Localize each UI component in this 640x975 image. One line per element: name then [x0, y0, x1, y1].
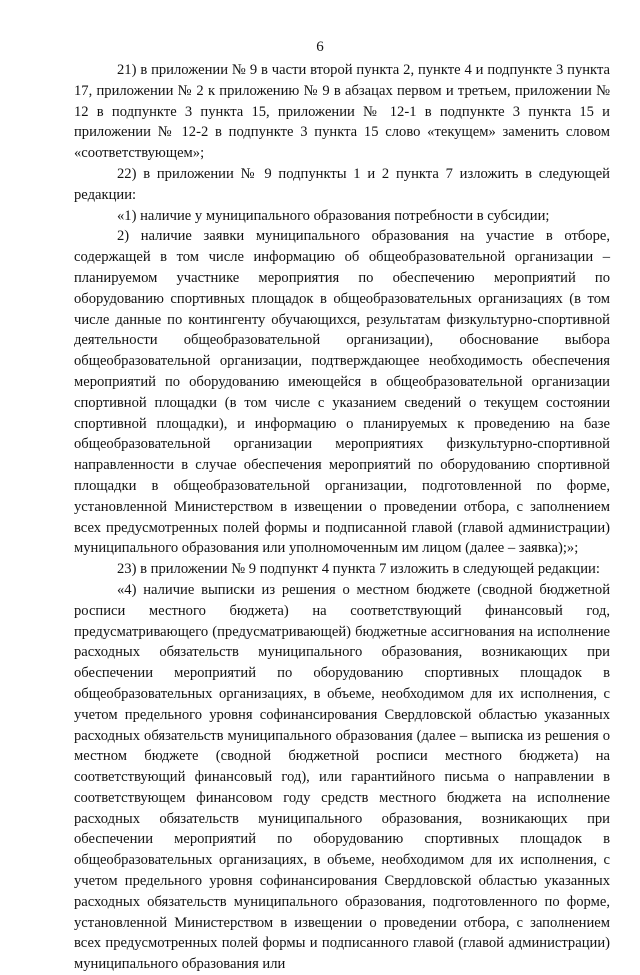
document-body [74, 60, 610, 975]
paragraph-subitem-4: «4) наличие выписки из решения о местном бюджете (сводной бюджетной росписи местного бюджета) на соответствующий финансовый год, предусматривающего (предусматривающей) бюджетные ассигнования на исполнение расходных обязательств муниципального образования, возникающих при обеспечении мероприятий по оборудованию спортивных площадок в общеобразовательных организациях, в объеме, необходимом для их исполнения, с учетом предельного уровня софинансирования Свердловской областью указанных расходных обязательств муниципального образования (далее – выписка из решения о местном бюджете (сводной бюджетной росписи местного бюджета) на соответствующий финансовый год), или гарантийного письма о направлении в соответствующем финансовом году средств местного бюджета на исполнение расходных обязательств муниципального образования, возникающих при обеспечении мероприятий по оборудованию спортивных площадок в общеобразовательных организациях, в объеме, необходимом для их исполнения, с учетом предельного уровня софинансирования Свердловской областью указанных расходных обязательств муниципального образования, подготовленного по форме, установленной Министерством в извещении о проведении отбора, с заполнением всех предусмотренных полей формы и подписанного главой (главой администрации) муниципального образования или [74, 581, 610, 973]
page-number: 6 [316, 39, 324, 55]
paragraph-subitem-2: 2) наличие заявки муниципального образования на участие в отборе, содержащей в том числе информацию об общеобразовательной организации – планируемом участнике мероприятия по обеспечению мероприятий по оборудованию спортивных площадок в общеобразовательных организациях (в том числе данные по контингенту обучающихся, результатам физкультурно-спортивной деятельности общеобразовательной организации), обоснование выбора общеобразовательной организации, подтверждающее необходимость обеспечения мероприятий по оборудованию имеющейся в общеобразовательной организации спортивной площадки (в том числе с указанием сведений о текущем состоянии спортивной площадки), и информацию о планируемых к проведению на базе общеобразовательной организации мероприятиях физкультурно-спортивной направленности в случае обеспечения мероприятий по оборудованию спортивной площадки в общеобразовательной организации, подготовленной по форме, установленной Министерством в извещении о проведении отбора, с заполнением всех предусмотренных полей формы и подписанной главой (главой администрации) муниципального образования или уполномоченным им лицом (далее – заявка);»; [74, 228, 610, 557]
paragraph-item-23: 23) в приложении № 9 подпункт 4 пункта 7 изложить в следующей редакции: [117, 561, 600, 578]
paragraph-item-22: 22) в приложении № 9 подпункты 1 и 2 пункта 7 изложить в следующей редакции: [74, 165, 610, 203]
paragraph-subitem-1: «1) наличие у муниципального образования потребности в субсидии; [117, 207, 550, 224]
paragraph-item-21: 21) в приложении № 9 в части второй пункта 2, пункте 4 и подпункте 3 пункта 17, приложении № 2 к приложению № 9 в абзацах первом и третьем, приложении № 12 в подпункте 3 пункта 15, приложении № 12-1 в подпункте 3 пункта 15 и приложении № 12-2 в подпункте 3 пункта 15 слово «текущем» заменить словом «соответствующем»; [74, 62, 610, 162]
